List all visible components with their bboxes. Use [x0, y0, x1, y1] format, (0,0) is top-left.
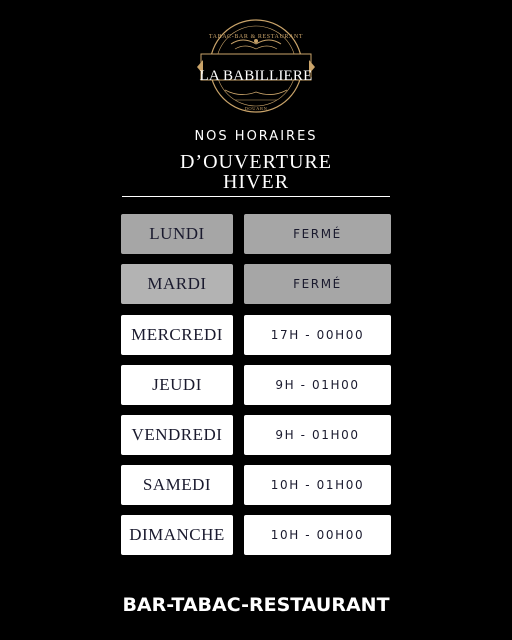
- schedule-row-dimanche: [0, 515, 512, 555]
- day-label: LUNDI: [121, 214, 233, 254]
- day-label: SAMEDI: [121, 465, 233, 505]
- logo-bottom-text: DOUARN: [244, 106, 268, 111]
- day-label: JEUDI: [121, 365, 233, 405]
- hours-value: 17H - 00H00: [244, 315, 391, 355]
- restaurant-logo: [195, 14, 317, 122]
- logo-top-text: TABAC-BAR & RESTAURANT: [208, 34, 304, 40]
- footer-tagline: BAR-TABAC-RESTAURANT: [122, 594, 390, 616]
- title-line-2: HIVER: [222, 171, 290, 193]
- schedule-row-jeudi: [0, 365, 512, 405]
- hours-value: 9H - 01H00: [244, 365, 391, 405]
- hours-value: 9H - 01H00: [244, 415, 391, 455]
- hours-value: FERMÉ: [244, 214, 391, 254]
- title-line-1: D’OUVERTURE: [179, 151, 332, 173]
- schedule-row-mardi: [0, 264, 512, 304]
- hours-value: 10H - 01H00: [244, 465, 391, 505]
- schedule-row-lundi: [0, 214, 512, 254]
- hours-value: FERMÉ: [244, 264, 391, 304]
- hours-value: 10H - 00H00: [244, 515, 391, 555]
- day-label: DIMANCHE: [121, 515, 233, 555]
- schedule-row-samedi: [0, 465, 512, 505]
- subtitle: NOS HORAIRES: [194, 129, 318, 144]
- schedule-row-vendredi: [0, 415, 512, 455]
- day-label: MARDI: [121, 264, 233, 304]
- logo-name: LA BABILLIERE: [199, 68, 313, 84]
- title-divider: [122, 196, 390, 197]
- day-label: MERCREDI: [121, 315, 233, 355]
- schedule-row-mercredi: [0, 315, 512, 355]
- page-title: [0, 152, 512, 192]
- day-label: VENDREDI: [121, 415, 233, 455]
